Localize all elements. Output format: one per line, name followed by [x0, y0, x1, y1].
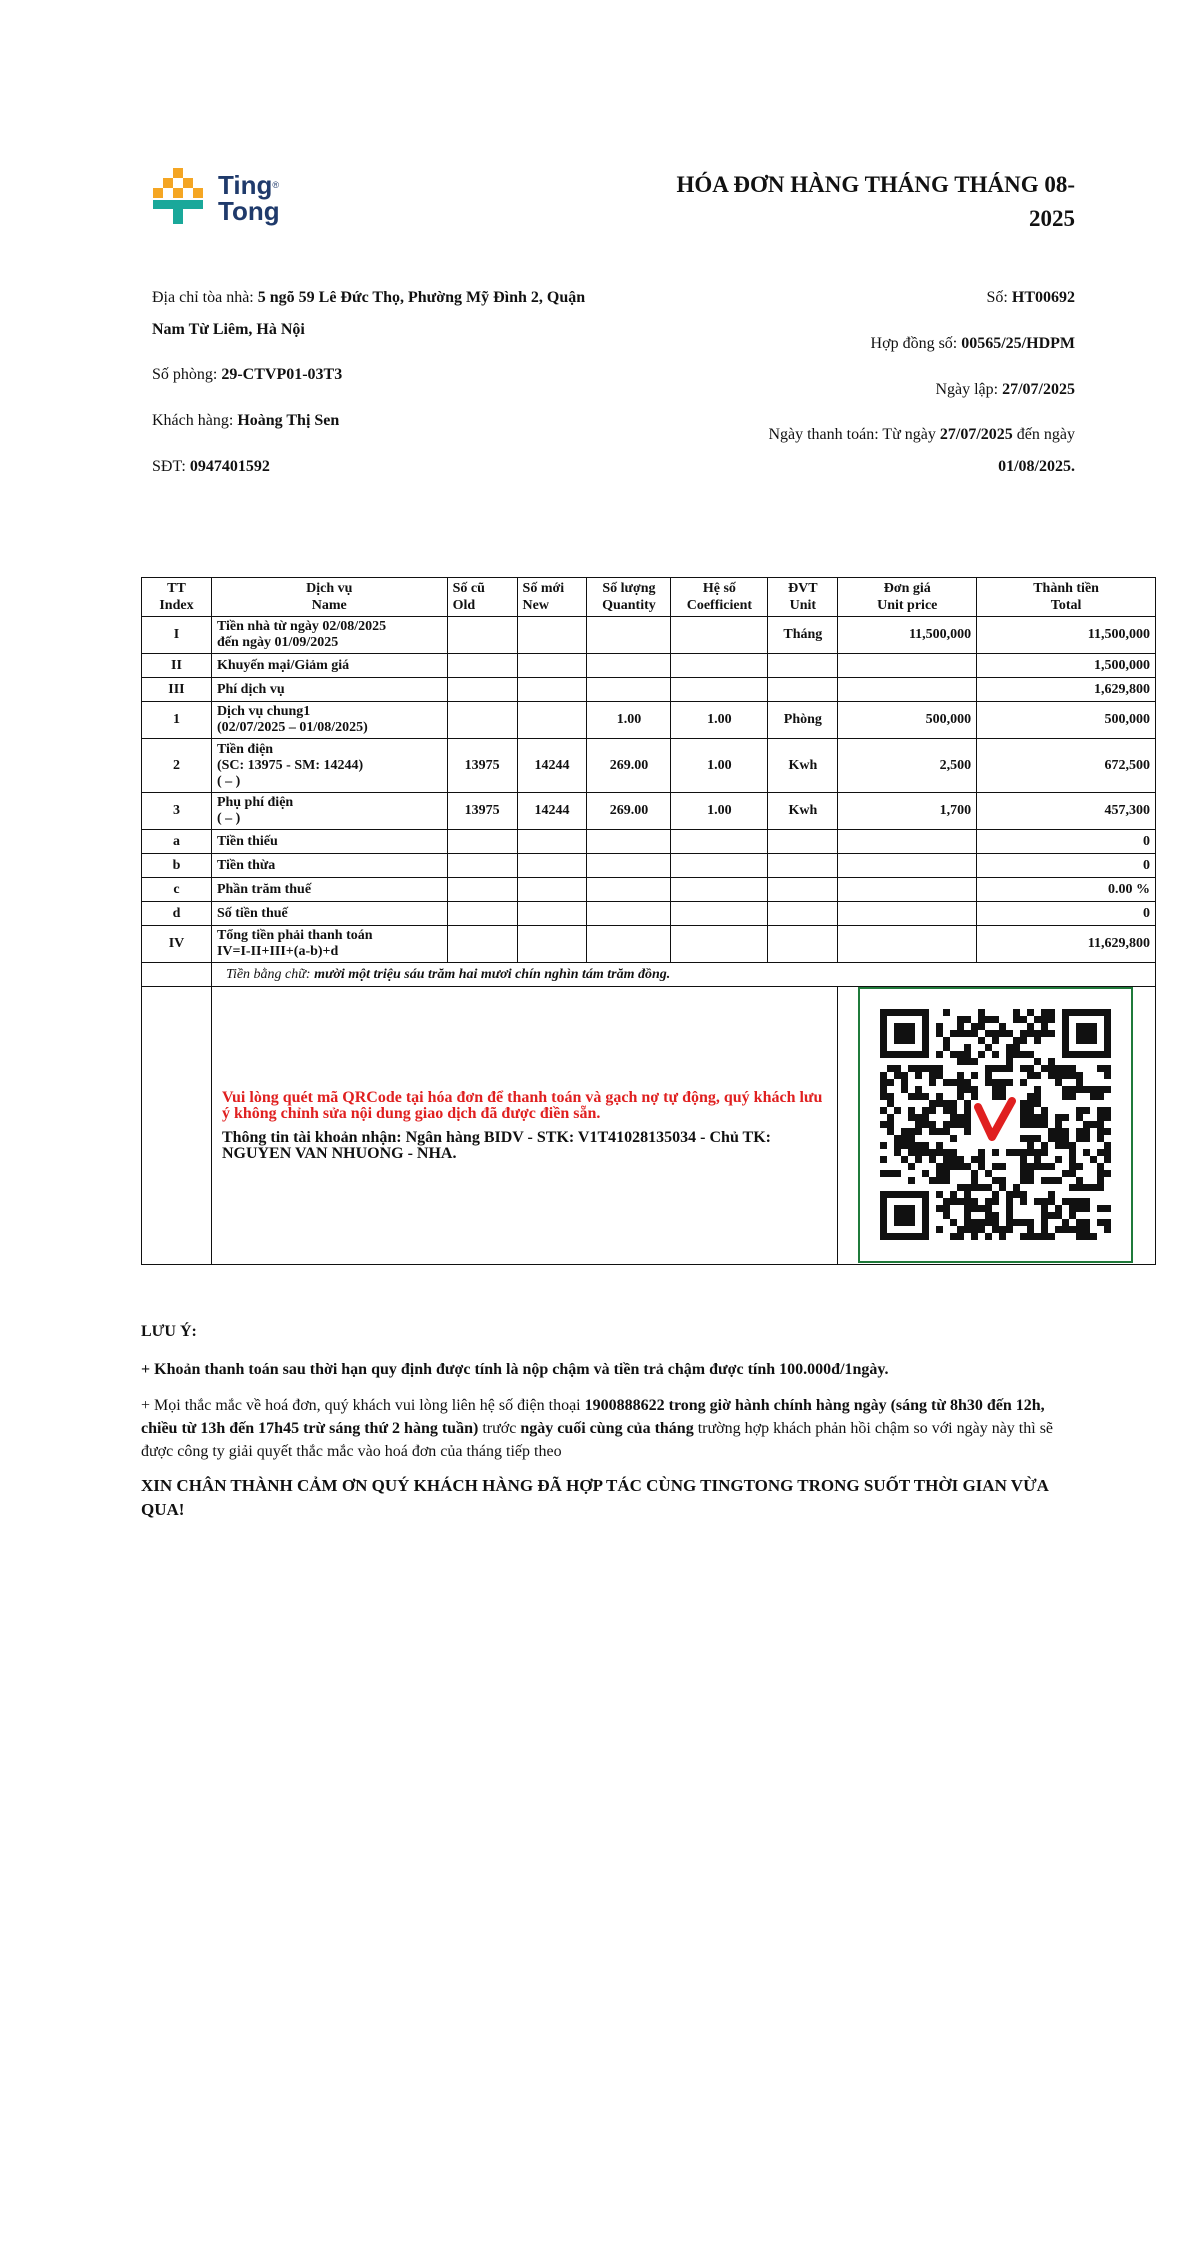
row-quantity: [587, 654, 671, 678]
row-name-line2: (02/07/2025 – 01/08/2025): [216, 720, 368, 735]
row-index: 1: [142, 702, 212, 739]
row-old: [447, 678, 517, 702]
row-unit: Phòng: [768, 702, 838, 739]
payment-period-end: [615, 455, 1075, 479]
row-new: 14244: [517, 793, 587, 830]
row-total: 0: [977, 854, 1156, 878]
table-row: [142, 902, 1156, 926]
row-unit-price: 11,500,000: [838, 617, 977, 654]
row-name-line2: đến ngày 01/09/2025: [216, 635, 339, 650]
header-unit: ĐVT Unit: [768, 578, 838, 617]
table-row: [142, 830, 1156, 854]
invoice-no-label: Số:: [986, 289, 1012, 306]
row-unit: [768, 926, 838, 963]
row-name-line1: Tiền thiếu: [216, 833, 278, 849]
row-unit-price: [838, 678, 977, 702]
row-name-line2: ( – ): [216, 811, 241, 826]
row-total: 11,629,800: [977, 926, 1156, 963]
row-name: [211, 926, 447, 963]
row-new: [517, 654, 587, 678]
row-unit-price: 2,500: [838, 739, 977, 793]
phone-label: SĐT:: [152, 458, 190, 475]
row-quantity: [587, 902, 671, 926]
row-name-line1: Tiền thừa: [216, 857, 276, 873]
invoice-no-value: HT00692: [1011, 289, 1075, 306]
table-row: [142, 617, 1156, 654]
row-old: [447, 902, 517, 926]
row-name: [211, 617, 447, 654]
row-quantity: 269.00: [587, 739, 671, 793]
row-name-line1: Khuyến mại/Giảm giá: [216, 657, 350, 673]
row-name-line1: Phụ phí điện: [216, 795, 294, 810]
header-new: Số mới New: [517, 578, 587, 617]
vietqr-v-icon: [978, 1101, 1012, 1137]
table-row: [142, 739, 1156, 793]
row-index: IV: [142, 926, 212, 963]
row-name-line1: Dịch vụ chung1: [216, 704, 311, 719]
row-unit: [768, 654, 838, 678]
row-unit-price: [838, 654, 977, 678]
table-row: [142, 793, 1156, 830]
row-index: a: [142, 830, 212, 854]
row-name: [211, 654, 447, 678]
row-quantity: [587, 878, 671, 902]
row-coefficient: [671, 878, 768, 902]
row-unit-price: [838, 830, 977, 854]
row-quantity: [587, 854, 671, 878]
row-name-line3: ( – ): [216, 773, 241, 789]
row-name-line1: Phí dịch vụ: [216, 681, 285, 697]
customer-name: [152, 409, 652, 433]
row-unit: Tháng: [768, 617, 838, 654]
row-unit-price: [838, 878, 977, 902]
header-total: Thành tiền Total: [977, 578, 1156, 617]
row-coefficient: [671, 617, 768, 654]
payment-period-mid: đến ngày: [1012, 426, 1075, 443]
contact-note-e: trường hợp khách phản hồi chậm so với ngày này thì sẽ được công ty giải quyết thắc mắc vào hoá đơn của tháng tiếp theo: [141, 1420, 1054, 1460]
row-index: II: [142, 654, 212, 678]
row-coefficient: [671, 830, 768, 854]
row-unit: [768, 830, 838, 854]
row-old: [447, 854, 517, 878]
invoice-title-line1: HÓA ĐƠN HÀNG THÁNG THÁNG 08-: [676, 172, 1075, 197]
row-name: [211, 830, 447, 854]
row-name-line1: Tiền nhà từ ngày 02/08/2025: [216, 619, 387, 634]
tingtong-logo-icon: [152, 168, 214, 230]
logo-registered-mark: ®: [272, 180, 280, 190]
row-unit: Kwh: [768, 739, 838, 793]
customer-phone: [152, 455, 652, 479]
row-quantity: 269.00: [587, 793, 671, 830]
contract-label: Hợp đồng số:: [870, 335, 962, 352]
bank-account-info: [222, 1130, 827, 1162]
contract-value: 00565/25/HDPM: [961, 335, 1075, 352]
contact-note-d: ngày cuối cùng của tháng: [520, 1420, 694, 1437]
row-total: 672,500: [977, 739, 1156, 793]
row-coefficient: 1.00: [671, 793, 768, 830]
header-coefficient: Hệ số Coefficient: [671, 578, 768, 617]
phone-value: 0947401592: [189, 458, 270, 475]
table-row: [142, 926, 1156, 963]
account-holder-label: - Chủ TK:: [696, 1128, 771, 1146]
row-name-line1: Tổng tiền phải thanh toán: [216, 928, 373, 943]
row-index: c: [142, 878, 212, 902]
row-name-line2: (SC: 13975 - SM: 14244): [216, 757, 364, 773]
row-unit: [768, 902, 838, 926]
header-name: Dịch vụ Name: [211, 578, 447, 617]
row-unit-price: [838, 854, 977, 878]
row-total: 457,300: [977, 793, 1156, 830]
qr-cell: [838, 987, 1156, 1265]
row-name: [211, 902, 447, 926]
room-value: 29-CTVP01-03T3: [221, 366, 343, 383]
row-new: [517, 678, 587, 702]
payment-period: [615, 423, 1075, 447]
row-index: III: [142, 678, 212, 702]
row-index: b: [142, 854, 212, 878]
row-total: 500,000: [977, 702, 1156, 739]
row-unit: [768, 854, 838, 878]
row-total: 1,629,800: [977, 678, 1156, 702]
row-quantity: [587, 617, 671, 654]
row-unit-price: 1,700: [838, 793, 977, 830]
row-quantity: [587, 678, 671, 702]
header-index: TT Index: [142, 578, 212, 617]
row-name: [211, 739, 447, 793]
company-logo: [152, 168, 300, 230]
account-holder-name: NGUYEN VAN NHUONG - NHA.: [221, 1144, 457, 1162]
header-unit-price: Đơn giá Unit price: [838, 578, 977, 617]
building-address: [152, 286, 652, 310]
issue-date-label: Ngày lập:: [935, 381, 1003, 398]
row-old: [447, 617, 517, 654]
contract-number: [615, 332, 1075, 356]
row-new: [517, 878, 587, 902]
late-fee-note: + Khoản thanh toán sau thời hạn quy định được tính là nộp chậm và tiền trả chậm được tính 100.000đ/1ngày.: [141, 1361, 889, 1378]
row-total: 1,500,000: [977, 654, 1156, 678]
row-unit: [768, 878, 838, 902]
header-quantity: Số lượng Quantity: [587, 578, 671, 617]
row-new: 14244: [517, 739, 587, 793]
table-row: [142, 654, 1156, 678]
row-unit-price: 500,000: [838, 702, 977, 739]
table-header-row: [142, 578, 1156, 617]
row-old: 13975: [447, 739, 517, 793]
row-new: [517, 617, 587, 654]
amount-in-words-label: Tiền bằng chữ:: [225, 966, 315, 982]
address-value-2: Nam Từ Liêm, Hà Nội: [152, 321, 305, 338]
row-index: 2: [142, 739, 212, 793]
payment-from-date: 27/07/2025: [939, 426, 1013, 443]
customer-value: Hoàng Thị Sen: [237, 412, 340, 429]
customer-label: Khách hàng:: [152, 412, 238, 429]
qr-frame: [858, 987, 1133, 1263]
invoice-title: [620, 168, 1075, 236]
room-number: [152, 363, 652, 387]
qr-notice: Vui lòng quét mã QRCode tại hóa đơn để thanh toán và gạch nợ tự động, quý khách lưu ý không chỉnh sửa nội dung giao dịch đã được điền sẵn.: [221, 1088, 823, 1122]
building-address-cont: [152, 318, 652, 342]
issue-date: [615, 378, 1075, 402]
row-old: [447, 830, 517, 854]
payment-to-date: 01/08/2025.: [998, 458, 1075, 475]
amount-in-words: [211, 963, 1155, 987]
payment-instructions: [211, 987, 837, 1265]
row-unit-price: [838, 902, 977, 926]
row-index: 3: [142, 793, 212, 830]
row-coefficient: [671, 854, 768, 878]
room-label: Số phòng:: [152, 366, 222, 383]
row-coefficient: [671, 902, 768, 926]
row-coefficient: 1.00: [671, 739, 768, 793]
row-unit-price: [838, 926, 977, 963]
payment-period-label: Ngày thanh toán: Từ ngày: [768, 426, 940, 443]
row-quantity: [587, 830, 671, 854]
logo-line2: Tong: [218, 196, 280, 226]
row-old: 13975: [447, 793, 517, 830]
amount-in-words-row: [142, 963, 1156, 987]
row-old: [447, 654, 517, 678]
invoice-title-line2: 2025: [1029, 206, 1075, 231]
row-name: [211, 678, 447, 702]
row-new: [517, 902, 587, 926]
row-coefficient: [671, 926, 768, 963]
bank-account-number: V1T41028135034: [577, 1128, 697, 1146]
notes-heading: LƯU Ý:: [141, 1323, 197, 1340]
header-old: Số cũ Old: [447, 578, 517, 617]
row-coefficient: [671, 654, 768, 678]
row-total: 0: [977, 902, 1156, 926]
row-index: I: [142, 617, 212, 654]
logo-wordmark: [218, 172, 280, 224]
thank-you-message: XIN CHÂN THÀNH CẢM ƠN QUÝ KHÁCH HÀNG ĐÃ HỢP TÁC CÙNG TINGTONG TRONG SUỐT THỜI GIAN VỪA QUA!: [141, 1476, 1048, 1519]
contact-note-b: 1900888622 trong giờ hành chính hàng ngày (sáng từ 8h30 đến 12h, chiều từ 13h đến 17h45 trừ sáng thứ 2 hàng tuần): [141, 1397, 1045, 1437]
row-name: [211, 878, 447, 902]
row-unit: Kwh: [768, 793, 838, 830]
invoice-number: [615, 286, 1075, 310]
row-coefficient: [671, 678, 768, 702]
address-value-1: 5 ngõ 59 Lê Đức Thọ, Phường Mỹ Đình 2, Quận: [257, 289, 586, 306]
row-old: [447, 926, 517, 963]
row-total: 0: [977, 830, 1156, 854]
qr-payment-row: [142, 987, 1156, 1265]
table-row: [142, 678, 1156, 702]
contact-note-a: + Mọi thắc mắc về hoá đơn, quý khách vui lòng liên hệ số điện thoại: [141, 1397, 585, 1414]
table-row: [142, 702, 1156, 739]
table-row: [142, 878, 1156, 902]
contact-note-c: trước: [478, 1420, 521, 1437]
row-new: [517, 926, 587, 963]
logo-line1: Ting: [218, 170, 273, 200]
issue-date-value: 27/07/2025: [1002, 381, 1075, 398]
table-row: [142, 854, 1156, 878]
row-unit: [768, 678, 838, 702]
row-name: [211, 793, 447, 830]
contact-note: [141, 1394, 1061, 1463]
payment-qr-code-icon: [860, 989, 1131, 1261]
row-old: [447, 878, 517, 902]
row-name: [211, 854, 447, 878]
row-name-line2: IV=I-II+III+(a-b)+d: [216, 944, 339, 959]
row-quantity: 1.00: [587, 702, 671, 739]
row-new: [517, 854, 587, 878]
invoice-table: [141, 577, 1156, 1265]
address-label: Địa chỉ tòa nhà:: [152, 289, 258, 306]
row-old: [447, 702, 517, 739]
row-total: 0.00 %: [977, 878, 1156, 902]
row-new: [517, 702, 587, 739]
row-name: [211, 702, 447, 739]
row-index: d: [142, 902, 212, 926]
row-total: 11,500,000: [977, 617, 1156, 654]
row-coefficient: 1.00: [671, 702, 768, 739]
row-name-line1: Phần trăm thuế: [216, 881, 312, 897]
row-quantity: [587, 926, 671, 963]
amount-in-words-value: mười một triệu sáu trăm hai mươi chín nghìn tám trăm đồng.: [314, 966, 671, 982]
row-name-line1: Tiền điện: [216, 741, 274, 757]
bank-account-label: Thông tin tài khoản nhận: Ngân hàng BIDV - STK:: [221, 1128, 578, 1146]
row-name-line1: Số tiền thuế: [216, 905, 288, 921]
row-new: [517, 830, 587, 854]
